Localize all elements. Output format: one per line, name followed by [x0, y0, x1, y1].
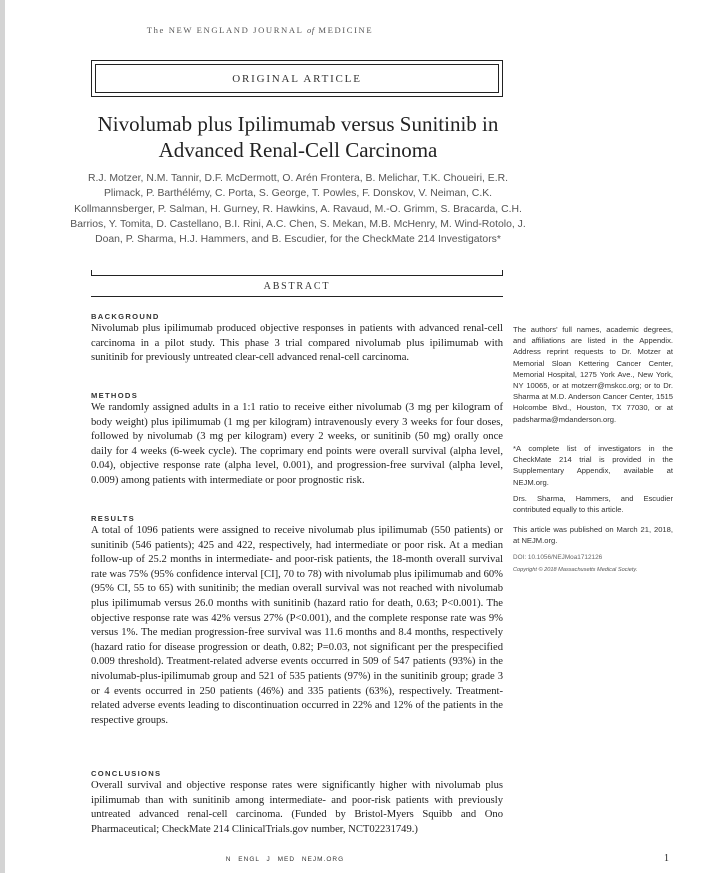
copyright-note: Copyright © 2018 Massachusetts Medical Society.	[513, 567, 638, 573]
abstract-heading	[91, 275, 503, 297]
masthead-of: of	[306, 25, 315, 35]
results-text: A total of 1096 patients were assigned to receive nivolumab plus ipilimumab (550 patients) or sunitinib (546 patients); 425 and 422, respectively, had intermediate or poor risk. At a median follow-up of 25.2 months in intermediate- and poor-risk patients, the 18-month overall survival rate was 75% (95% confidence interval [CI], 70 to 78) with nivolumab plus ipilimumab and 60% (95% CI, 55 to 65) with sunitinib; the median overall survival was not reached with nivolumab plus ipilimumab versus 26.0 months with sunitinib (hazard ratio for death, 0.63; P<0.001). The objective response rate was 42% versus 27% (P<0.001), and the complete response rate was 9% versus 1%. The median progression-free survival was 11.6 months and 8.4 months, respectively (hazard ratio for disease progression or death, 0.82; P=0.03, not significant per the prespecified 0.009 threshold). Treatment-related adverse events occurred in 509 of 547 patients (93%) in the nivolumab-plus-ipilimumab group and 521 of 535 patients (97%) in the sunitinib group; grade 3 or 4 events occurred in 250 patients (46%) and 335 patients (63%), respectively. Treatment-related adverse events leading to discontinuation occurred in 22% and 12% of the patients in the respective groups.	[91, 525, 503, 726]
masthead-pre: The NEW ENGLAND JOURNAL	[146, 25, 307, 35]
results-heading: RESULTS	[91, 514, 135, 523]
article-type-label: ORIGINAL ARTICLE	[95, 64, 499, 93]
masthead-post: MEDICINE	[314, 25, 374, 35]
methods-heading: METHODS	[91, 391, 139, 400]
methods-text: We randomly assigned adults in a 1:1 ratio to receive either nivolumab (3 mg per kilogram of body weight) plus ipilimumab (1 mg per kilogram) intravenously every 3 weeks for four doses, followed by nivolumab (3 mg per kilogram) every 2 weeks, or sunitinib (50 mg) orally once daily for 4 weeks (6-week cycle). The coprimary end points were overall survival (alpha level, 0.04), objective response rate (alpha level, 0.001), and progression-free survival (alpha level, 0.009) among patients with intermediate or poor prognostic risk.	[91, 402, 503, 486]
published-note: This article was published on March 21, 2018, at NEJM.org.	[513, 525, 673, 546]
abstract-tick-right	[502, 270, 503, 276]
article-title: Nivolumab plus Ipilimumab versus Sunitinib in Advanced Renal-Cell Carcinoma	[97, 112, 499, 162]
background-heading: BACKGROUND	[91, 312, 160, 321]
page-footer: N ENGL J MED NEJM.ORG	[225, 856, 345, 863]
investigators-note: *A complete list of investigators in the CheckMate 214 trial is provided in the Supplementary Appendix, available at NEJM.org.	[513, 444, 673, 487]
journal-masthead	[0, 25, 520, 35]
conclusions-heading: CONCLUSIONS	[91, 769, 162, 778]
article-type-box	[91, 60, 503, 97]
abstract-heading-text: ABSTRACT	[263, 280, 331, 292]
contribution-note: Drs. Sharma, Hammers, and Escudier contributed equally to this article.	[513, 494, 673, 515]
conclusions-text: Overall survival and objective response rates were significantly higher with nivolumab plus ipilimumab than with sunitinib among intermediate- and poor-risk patients with previously untreated advanced renal-cell carcinoma. (Funded by Bristol-Myers Squibb and Ono Pharmaceutical; CheckMate 214 ClinicalTrials.gov number, NCT02231749.)	[91, 780, 503, 835]
doi-note: DOI: 10.1056/NEJMoa1712126	[513, 554, 603, 561]
author-list: R.J. Motzer, N.M. Tannir, D.F. McDermott, O. Arén Frontera, B. Melichar, T.K. Choueiri, E.R. Plimack, P. Barthélémy, C. Porta, S. George, T. Powles, F. Donskov, V. Neiman, C.K. Kollmannsberger, P. Salman, H. Gurney, R. Hawkins, A. Ravaud, M.-O. Grimm, S. Bracarda, C.H. Barrios, Y. Tomita, D. Castellano, B.I. Rini, A.C. Chen, S. Mekan, M.B. McHenry, M. Wind-Rotolo, J. Doan, P. Sharma, H.J. Hammers, and B. Escudier, for the CheckMate 214 Investigators*	[70, 173, 526, 246]
page-number: 1	[664, 853, 669, 864]
background-text: Nivolumab plus ipilimumab produced objective responses in patients with advanced renal-cell carcinoma in a pilot study. This phase 3 trial compared nivolumab plus ipilimumab with sunitinib for previously untreated clear-cell advanced renal-cell carcinoma.	[91, 323, 503, 364]
affiliations-note: The authors' full names, academic degrees, and affiliations are listed in the Appendix. Address reprint requests to Dr. Motzer at Memorial Sloan Kettering Cancer Center, Memorial Hospital, 1275 York Ave., New York, NY 10065, or at motzerr@mskcc.org; or to Dr. Sharma at M.D. Anderson Cancer Center, 1515 Holcombe Blvd., Houston, TX 77030, or at padsharma@mdanderson.org.	[513, 325, 673, 424]
abstract-tick-left	[91, 270, 92, 276]
page-edge-rule	[0, 0, 5, 873]
